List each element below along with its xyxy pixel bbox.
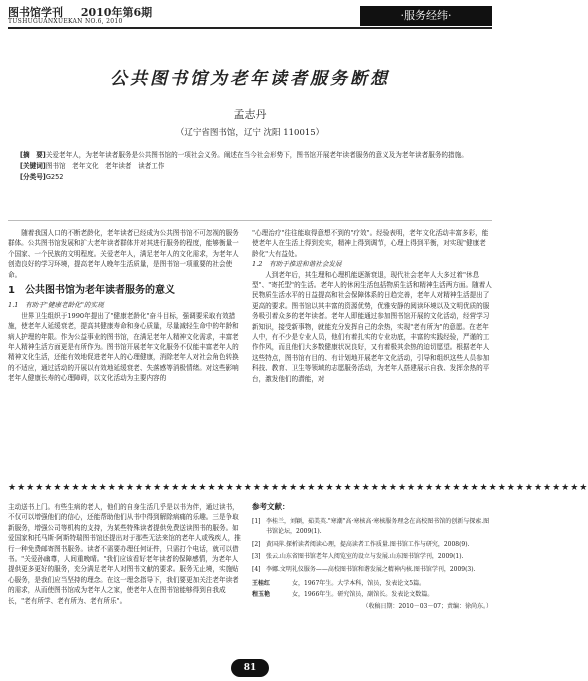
article-title: 公共图书馆为老年读者服务断想 [110, 69, 390, 89]
continued-paragraph: "心理治疗"往往能取得意想不到的"疗效"。经验表明，老年文化活动丰富多彩，能使老年人在生活上得到充实，精神上得到调节，心理上得到平衡，对实现"健康老龄化"大有益处。 [252, 229, 489, 258]
abstract-label: [摘 要] [20, 151, 46, 159]
received-date: （收稿日期：2010－03－07；责编：徐尚东。） [362, 603, 492, 610]
abstract-rule [8, 220, 492, 221]
reference-item [252, 565, 492, 576]
references-title: 参考文献： [252, 502, 290, 511]
subsection-1-1-heading: 1.1 有助于"健康老龄化"的实现 [8, 301, 104, 310]
author-bios [252, 579, 492, 600]
author-bio [252, 579, 492, 590]
reference-text: 李娜.文明礼仪服务——高校图书馆和谐发展之精神内核.图书馆学刊，2009(3). [266, 565, 476, 573]
keywords-text: 图书馆 老年文化 老年读者 读者工作 [45, 162, 165, 170]
references [252, 502, 492, 613]
continued-left-paragraph: 主动送书上门。有些生病的老人，他们的自身生活几乎是以书为伴，通过读书，不仅可以增强他们的信心，还能帮助他们从书中得到解除病痛的乐趣。三是争取新服务，增强公司等机构的支持，为某些特殊读者提供免费送读图书的服务。如爱国家和托马斯·阿斯特瑞图书馆还提出对于那些无法来馆的老年人或残疾人，推行一种免费邮寄图书服务。读者不需要办理任何证件，只需打个电话，就可以借书。"关爱孙幽尊，人间重晚晴。"我们应该看好老年读者的保障感情，为老年人提供更多更好的服务，充分满足老年人对图书文献的要求。服务无止境，实施贴心服务，是我们应当坚持的理念。在这一理念指导下，我们要更加关注老年读者的需求，从而使图书馆成为老年人之家，使老年人在图书馆能够得到自我成长，"老有所学、老有所为、老有所乐"。 [8, 503, 241, 605]
page-number: 81 [231, 659, 269, 677]
abstract-text: 关爱老年人，为老年读者服务是公共图书馆的一项社会义务。阐述在当今社会形势下，图书馆开展老年读者服务的意义及为老年读者服务的措施。 [45, 151, 468, 159]
keywords-label: [关键词] [20, 162, 46, 170]
author-affiliation: （辽宁省图书馆，辽宁 沈阳 110015） [175, 128, 325, 138]
keywords [20, 161, 480, 172]
classification [20, 172, 480, 183]
abstract [20, 150, 480, 161]
left-column [8, 228, 242, 384]
subsection-1-1-paragraph: 世界卫生组织于1990年提出了"健康老龄化"奋斗目标，强调要采取有效措施，使老年人延缓衰老，提高其健康寿命和身心质量，尽量减轻生命中的年龄和病人护理的年限。作为公益事业的图书馆，在满足老年人精神文化需求，丰富老年人精神生活方面更是有所作为。图书馆开展老年文化服务不仅能丰富老年人的精神文化生活，还能有效地促进老年人的心理健康，消除老年人对社会角色转换的不适应，通过活动的开展以有效地延缓衰老、失落感等消极情绪。对这些影响老年人健康长寿的心理障碍，以文化活动为主要内容的 [8, 311, 239, 383]
reference-number: [1] [252, 517, 261, 525]
header-rule [8, 27, 492, 29]
author-bio [252, 590, 492, 601]
section-1-heading: 1 公共图书馆为老年读者服务的意义 [8, 285, 175, 297]
intro-paragraph: 随着我国人口的不断老龄化，老年读者已经成为公共图书馆不可忽视的服务群体。公共图书馆发展和扩大老年读者群体并对其进行服务的程度，能够衡量一个国家、一个民族的文明程度。关爱老年人，满足老年人的文化需求，为老年人创造良好的学习环境，提高老年人晚年生活质量，是图书馆一项重要的社会使命。 [8, 229, 239, 279]
subsection-1-2-heading: 1.2 有助于推进和谐社会发展 [252, 260, 342, 269]
class-label: [分类号] [20, 173, 46, 181]
journal-issue: 2010年第6期 [80, 6, 153, 19]
right-column [252, 228, 492, 384]
journal-pinyin: TUSHUGUANXUEKAN NO.6, 2010 [8, 18, 123, 25]
page-break-stars: ★★★★★★★★★★★★★★★★★★★★★★★★★★★★★★★★★★★★★★★★★★★★★★★★★★★★★★★★★★★★★★★★ [8, 483, 588, 493]
reference-number: [4] [252, 565, 261, 573]
bio-name: 程玉艳 [252, 590, 271, 598]
reference-text: 张云.山东省图书馆老年人阅览室的设立与发展.山东图书馆学刊，2009(1). [266, 553, 464, 560]
abstract-block [20, 150, 480, 183]
journal-name: 图书馆学刊 [8, 6, 63, 19]
reference-number: [2] [252, 540, 261, 548]
bio-text: 女，1966年生。研究馆员，副馆长。发表论文数篇。 [292, 590, 434, 598]
section-tag: ·服务经纬· [360, 6, 492, 26]
reference-text: 李桂兰，刘颖，茹美英."寒潮"高·寒核高·寒核服务理念在高校图书馆的创新与探索.图书馆论坛，2009(1). [266, 517, 490, 535]
left-column-continued [8, 502, 242, 606]
reference-item [252, 540, 492, 551]
reference-item [252, 517, 492, 538]
article-author: 孟志丹 [233, 108, 267, 121]
subsection-1-2-paragraph: 人到老年后，其生理和心理机能逐渐衰退，现代社会老年人大多过着"休息型"、"寄托型"的生活。老年人的休闲生活包括物质生活和精神生活两方面。随着人民物质生活水平的日益提高和社会保障体系的日趋完善，老年人对精神生活提出了更高的要求。图书馆以其丰富的资源优势，优雅安静的阅读环境以及文明优质的服务吸引着众多的老年读者。老年人即能通过参加图书馆开展的文化活动，经营学习新知识，接受新事物，就能充分发挥自己的余热，实现"老有所为"的意愿。在老年人中，有不少是专业人员，他们有着扎实的专业功底，丰富的实践经验，严谨的工作作风，而且他们大多数健康状况良好，又有着极其余热的迫切愿望。根据老年人这些特点，图书馆有目的、有计划地开展老年文化活动，引导和组织这些人员参加科技、教育、卫生等领域的志愿服务活动，为老年人搭建展示自我、发挥余热的平台，激发他们的潜能，对 [252, 270, 492, 383]
reference-text: 黄国萍.探析读者阅读心理，提高读者工作质量.图书馆工作与研究，2008(9). [266, 540, 470, 548]
class-number: G252 [45, 173, 64, 181]
reference-item [252, 552, 492, 563]
bio-name: 王桂红 [252, 580, 271, 587]
reference-number: [3] [252, 553, 261, 560]
bio-text: 女，1967年生。大学本科，馆员，发表论文5篇。 [292, 580, 426, 587]
